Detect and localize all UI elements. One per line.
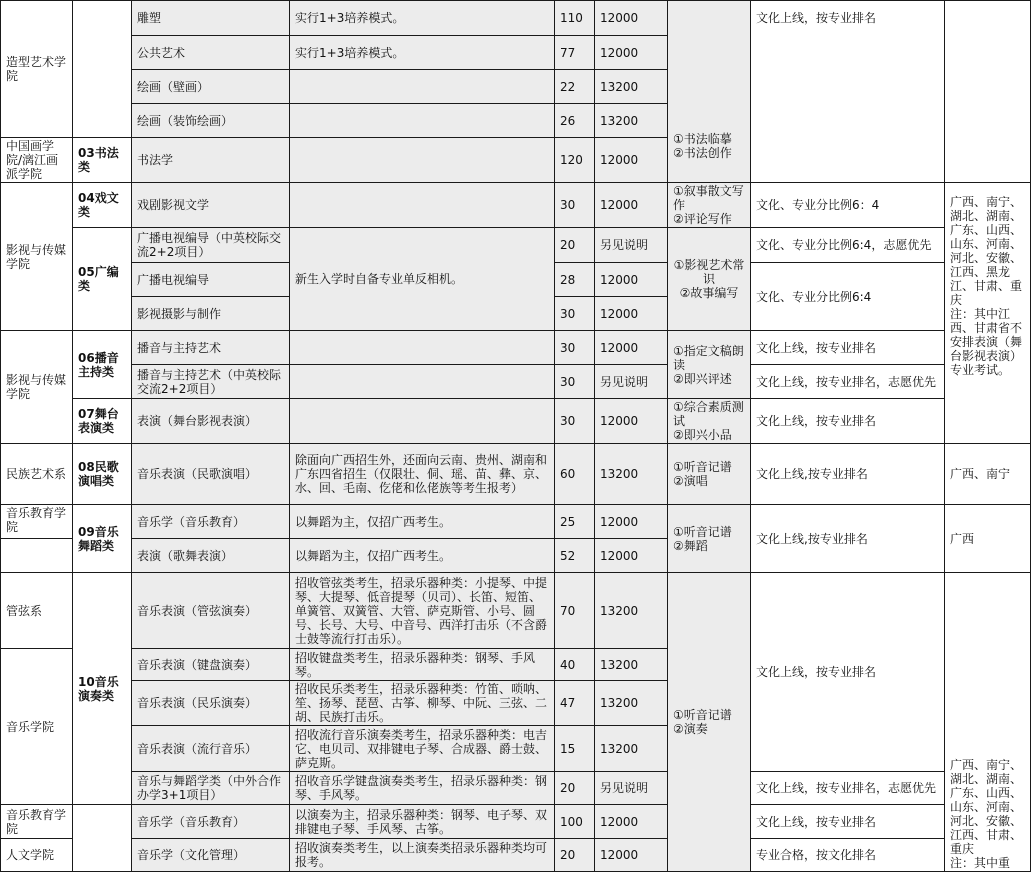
tuition-cell: 12000: [595, 1, 668, 36]
major-cell: 音乐学（音乐教育）: [132, 805, 290, 839]
tuition-cell: 13200: [595, 104, 668, 138]
category-cell: 07舞台表演类: [73, 399, 132, 444]
tuition-cell: 13200: [595, 444, 668, 505]
admission-rule-cell: 文化上线，按专业排名，志愿优先: [751, 365, 945, 399]
admission-rule-cell: 文化上线，按专业排名: [751, 805, 945, 839]
exam-subject-cell: ①听音记谱 ②演唱: [668, 444, 751, 505]
admission-rule-cell: 文化、专业分比例6:4: [751, 263, 945, 331]
major-cell: 音乐学（音乐教育）: [132, 505, 290, 539]
plan-count-cell: 120: [555, 138, 595, 183]
major-cell: 音乐与舞蹈学类（中外合作办学3+1项目）: [132, 772, 290, 805]
plan-count-cell: 30: [555, 183, 595, 228]
note-cell: 招收键盘类考生，招录乐器种类：钢琴、手风琴。: [290, 649, 555, 681]
note-cell: 招收管弦类考生，招录乐器种类：小提琴、中提琴、大提琴、低音提琴（贝司）、长笛、短笛、单簧管、双簧管、大管、萨克斯管、小号、圆号、长号、大号、中音号、西洋打击乐（不含爵士鼓等流行打击乐）。: [290, 573, 555, 649]
tuition-cell: 12000: [595, 263, 668, 297]
note-cell: 招收民乐类考生，招录乐器种类：竹笛、唢呐、笙、扬琴、琵琶、古筝、柳琴、中阮、三弦、二胡、民族打击乐。: [290, 681, 555, 726]
table-row: [1, 505, 1031, 539]
plan-count-cell: 25: [555, 505, 595, 539]
region-cell: 广西: [945, 505, 1031, 573]
college-cell: 影视与传媒学院: [1, 331, 73, 444]
category-cell: 09音乐舞蹈类: [73, 505, 132, 573]
tuition-cell: 13200: [595, 726, 668, 772]
note-cell: 以舞蹈为主，仅招广西考生。: [290, 539, 555, 573]
college-cell: 音乐教育学院: [1, 805, 73, 839]
tuition-cell: 12000: [595, 331, 668, 365]
exam-subject-cell: ①影视艺术常识 ②故事编写: [668, 228, 751, 331]
exam-subject-cell: ①听音记谱 ②演奏: [668, 573, 751, 872]
plan-count-cell: 20: [555, 839, 595, 872]
note-cell: [290, 399, 555, 444]
plan-count-cell: 28: [555, 263, 595, 297]
note-cell: 除面向广西招生外，还面向云南、贵州、湖南和广东四省招生（仅限壮、侗、瑶、苗、彝、京、水、回、毛南、仡佬和仫佬族等考生报考）: [290, 444, 555, 505]
table-row: [1, 399, 1031, 444]
category-cell: [73, 805, 132, 872]
admission-rule-cell: 文化上线，按专业排名，志愿优先: [751, 772, 945, 805]
major-cell: 播音与主持艺术: [132, 331, 290, 365]
major-cell: 音乐表演（民歌演唱）: [132, 444, 290, 505]
plan-count-cell: 100: [555, 805, 595, 839]
plan-count-cell: 47: [555, 681, 595, 726]
category-cell: 04戏文类: [73, 183, 132, 228]
college-cell: 民族艺术系: [1, 444, 73, 505]
note-cell: 新生入学时自备专业单反相机。: [290, 228, 555, 331]
plan-count-cell: 20: [555, 228, 595, 263]
major-cell: 音乐学（文化管理）: [132, 839, 290, 872]
major-cell: 音乐表演（流行音乐）: [132, 726, 290, 772]
note-cell: [290, 70, 555, 104]
exam-subject-cell: ①指定文稿朗读 ②即兴评述: [668, 331, 751, 399]
tuition-cell: 12000: [595, 36, 668, 70]
admission-rule-cell: 文化上线，按专业排名: [751, 331, 945, 365]
tuition-cell: 13200: [595, 70, 668, 104]
table-row: [1, 183, 1031, 228]
major-cell: 绘画（壁画）: [132, 70, 290, 104]
plan-count-cell: 77: [555, 36, 595, 70]
table-row: [1, 365, 1031, 399]
major-cell: 音乐表演（民乐演奏）: [132, 681, 290, 726]
plan-count-cell: 52: [555, 539, 595, 573]
tuition-cell: 12000: [595, 539, 668, 573]
college-cell: 管弦系: [1, 573, 73, 649]
major-cell: 雕塑: [132, 1, 290, 36]
major-cell: 广播电视编导: [132, 263, 290, 297]
admission-rule-cell: 专业合格，按文化排名: [751, 839, 945, 872]
exam-subject-cell: ①听音记谱 ②舞蹈: [668, 505, 751, 573]
tuition-cell: 12000: [595, 505, 668, 539]
category-cell: 06播音主持类: [73, 331, 132, 399]
plan-count-cell: 30: [555, 399, 595, 444]
college-cell: 人文学院: [1, 839, 73, 872]
category-cell: 03书法类: [73, 138, 132, 183]
exam-subject-cell: ①叙事散文写作 ②评论写作: [668, 183, 751, 228]
tuition-cell: 另见说明: [595, 228, 668, 263]
category-cell: 10音乐演奏类: [73, 573, 132, 805]
note-cell: [290, 331, 555, 365]
category-cell: 08民歌演唱类: [73, 444, 132, 505]
category-cell: 05广编类: [73, 228, 132, 331]
table-row: [1, 573, 1031, 649]
tuition-cell: 13200: [595, 649, 668, 681]
tuition-cell: 12000: [595, 297, 668, 331]
major-cell: 表演（舞台影视表演）: [132, 399, 290, 444]
admission-rule-cell: 文化、专业分比例6:4，志愿优先: [751, 228, 945, 263]
plan-count-cell: 22: [555, 70, 595, 104]
table-row: [1, 444, 1031, 505]
table-row: [1, 839, 1031, 872]
plan-count-cell: 110: [555, 1, 595, 36]
table-row: [1, 805, 1031, 839]
table-row: [1, 1, 1031, 36]
tuition-cell: 12000: [595, 805, 668, 839]
plan-count-cell: 20: [555, 772, 595, 805]
table-row: [1, 331, 1031, 365]
major-cell: 戏剧影视文学: [132, 183, 290, 228]
plan-count-cell: 60: [555, 444, 595, 505]
major-cell: 表演（歌舞表演）: [132, 539, 290, 573]
region-cell: [945, 1, 1031, 183]
tuition-cell: 12000: [595, 183, 668, 228]
major-cell: 绘画（装饰绘画）: [132, 104, 290, 138]
tuition-cell: 另见说明: [595, 365, 668, 399]
college-cell: 音乐学院: [1, 649, 73, 805]
tuition-cell: 12000: [595, 138, 668, 183]
college-cell: 影视与传媒学院: [1, 183, 73, 331]
admission-rule-cell: 文化上线,按专业排名: [751, 444, 945, 505]
college-cell: [1, 539, 73, 573]
major-cell: 播音与主持艺术（中英校际交流2+2项目）: [132, 365, 290, 399]
note-cell: 实行1+3培养模式。: [290, 1, 555, 36]
major-cell: 公共艺术: [132, 36, 290, 70]
table-row: [1, 228, 1031, 263]
tuition-cell: 13200: [595, 681, 668, 726]
exam-subject-cell: ①综合素质测试 ②即兴小品: [668, 399, 751, 444]
admission-rule-cell: 文化上线，按专业排名: [751, 399, 945, 444]
plan-count-cell: 30: [555, 297, 595, 331]
major-cell: 音乐表演（键盘演奏）: [132, 649, 290, 681]
note-cell: 以演奏为主，招录乐器种类：钢琴、电子琴、双排键电子琴、手风琴、古筝。: [290, 805, 555, 839]
plan-count-cell: 40: [555, 649, 595, 681]
region-cell: 广西、南宁、湖北、湖南、广东、山西、山东、河南、河北、安徽、江西、甘肃、重庆 注：其中重: [945, 573, 1031, 872]
major-cell: 影视摄影与制作: [132, 297, 290, 331]
admission-rule-cell: 文化上线,按专业排名: [751, 505, 945, 573]
plan-count-cell: 15: [555, 726, 595, 772]
tuition-cell: 13200: [595, 573, 668, 649]
table-row: [1, 772, 1031, 805]
note-cell: 招收演奏类考生，以上演奏类招录乐器种类均可报考。: [290, 839, 555, 872]
admission-rule-cell: 文化上线，按专业排名: [751, 573, 945, 772]
note-cell: 以舞蹈为主，仅招广西考生。: [290, 505, 555, 539]
note-cell: 招收流行音乐演奏类考生，招录乐器种类：电吉它、电贝司、双排键电子琴、合成器、爵士鼓、萨克斯。: [290, 726, 555, 772]
note-cell: [290, 365, 555, 399]
category-cell: [73, 1, 132, 138]
plan-count-cell: 70: [555, 573, 595, 649]
admission-rule-cell: 文化、专业分比例6：4: [751, 183, 945, 228]
major-cell: 音乐表演（管弦演奏）: [132, 573, 290, 649]
college-cell: 中国画学院/漓江画派学院: [1, 138, 73, 183]
plan-count-cell: 30: [555, 365, 595, 399]
tuition-cell: 另见说明: [595, 772, 668, 805]
plan-count-cell: 30: [555, 331, 595, 365]
note-cell: 招收音乐学键盘演奏类考生，招录乐器种类：钢琴、手风琴。: [290, 772, 555, 805]
note-cell: [290, 183, 555, 228]
admission-rule-cell: 文化上线，按专业排名: [751, 1, 945, 183]
region-cell: 广西、南宁、湖北、湖南、广东、山西、山东、河南、河北、安徽、江西、黑龙江、甘肃、重庆 注：其中江西、甘肃省不安排表演（舞台影视表演）专业考试。: [945, 183, 1031, 444]
tuition-cell: 12000: [595, 839, 668, 872]
major-cell: 广播电视编导（中英校际交流2+2项目）: [132, 228, 290, 263]
note-cell: [290, 138, 555, 183]
college-cell: 造型艺术学院: [1, 1, 73, 138]
tuition-cell: 12000: [595, 399, 668, 444]
exam-subject-cell: [668, 1, 751, 183]
region-cell: 广西、南宁: [945, 444, 1031, 505]
note-cell: [290, 104, 555, 138]
note-cell: 实行1+3培养模式。: [290, 36, 555, 70]
college-cell: 音乐教育学院: [1, 505, 73, 539]
plan-count-cell: 26: [555, 104, 595, 138]
major-cell: 书法学: [132, 138, 290, 183]
exam-subject-text: ①书法临摹 ②书法创作: [673, 131, 732, 160]
